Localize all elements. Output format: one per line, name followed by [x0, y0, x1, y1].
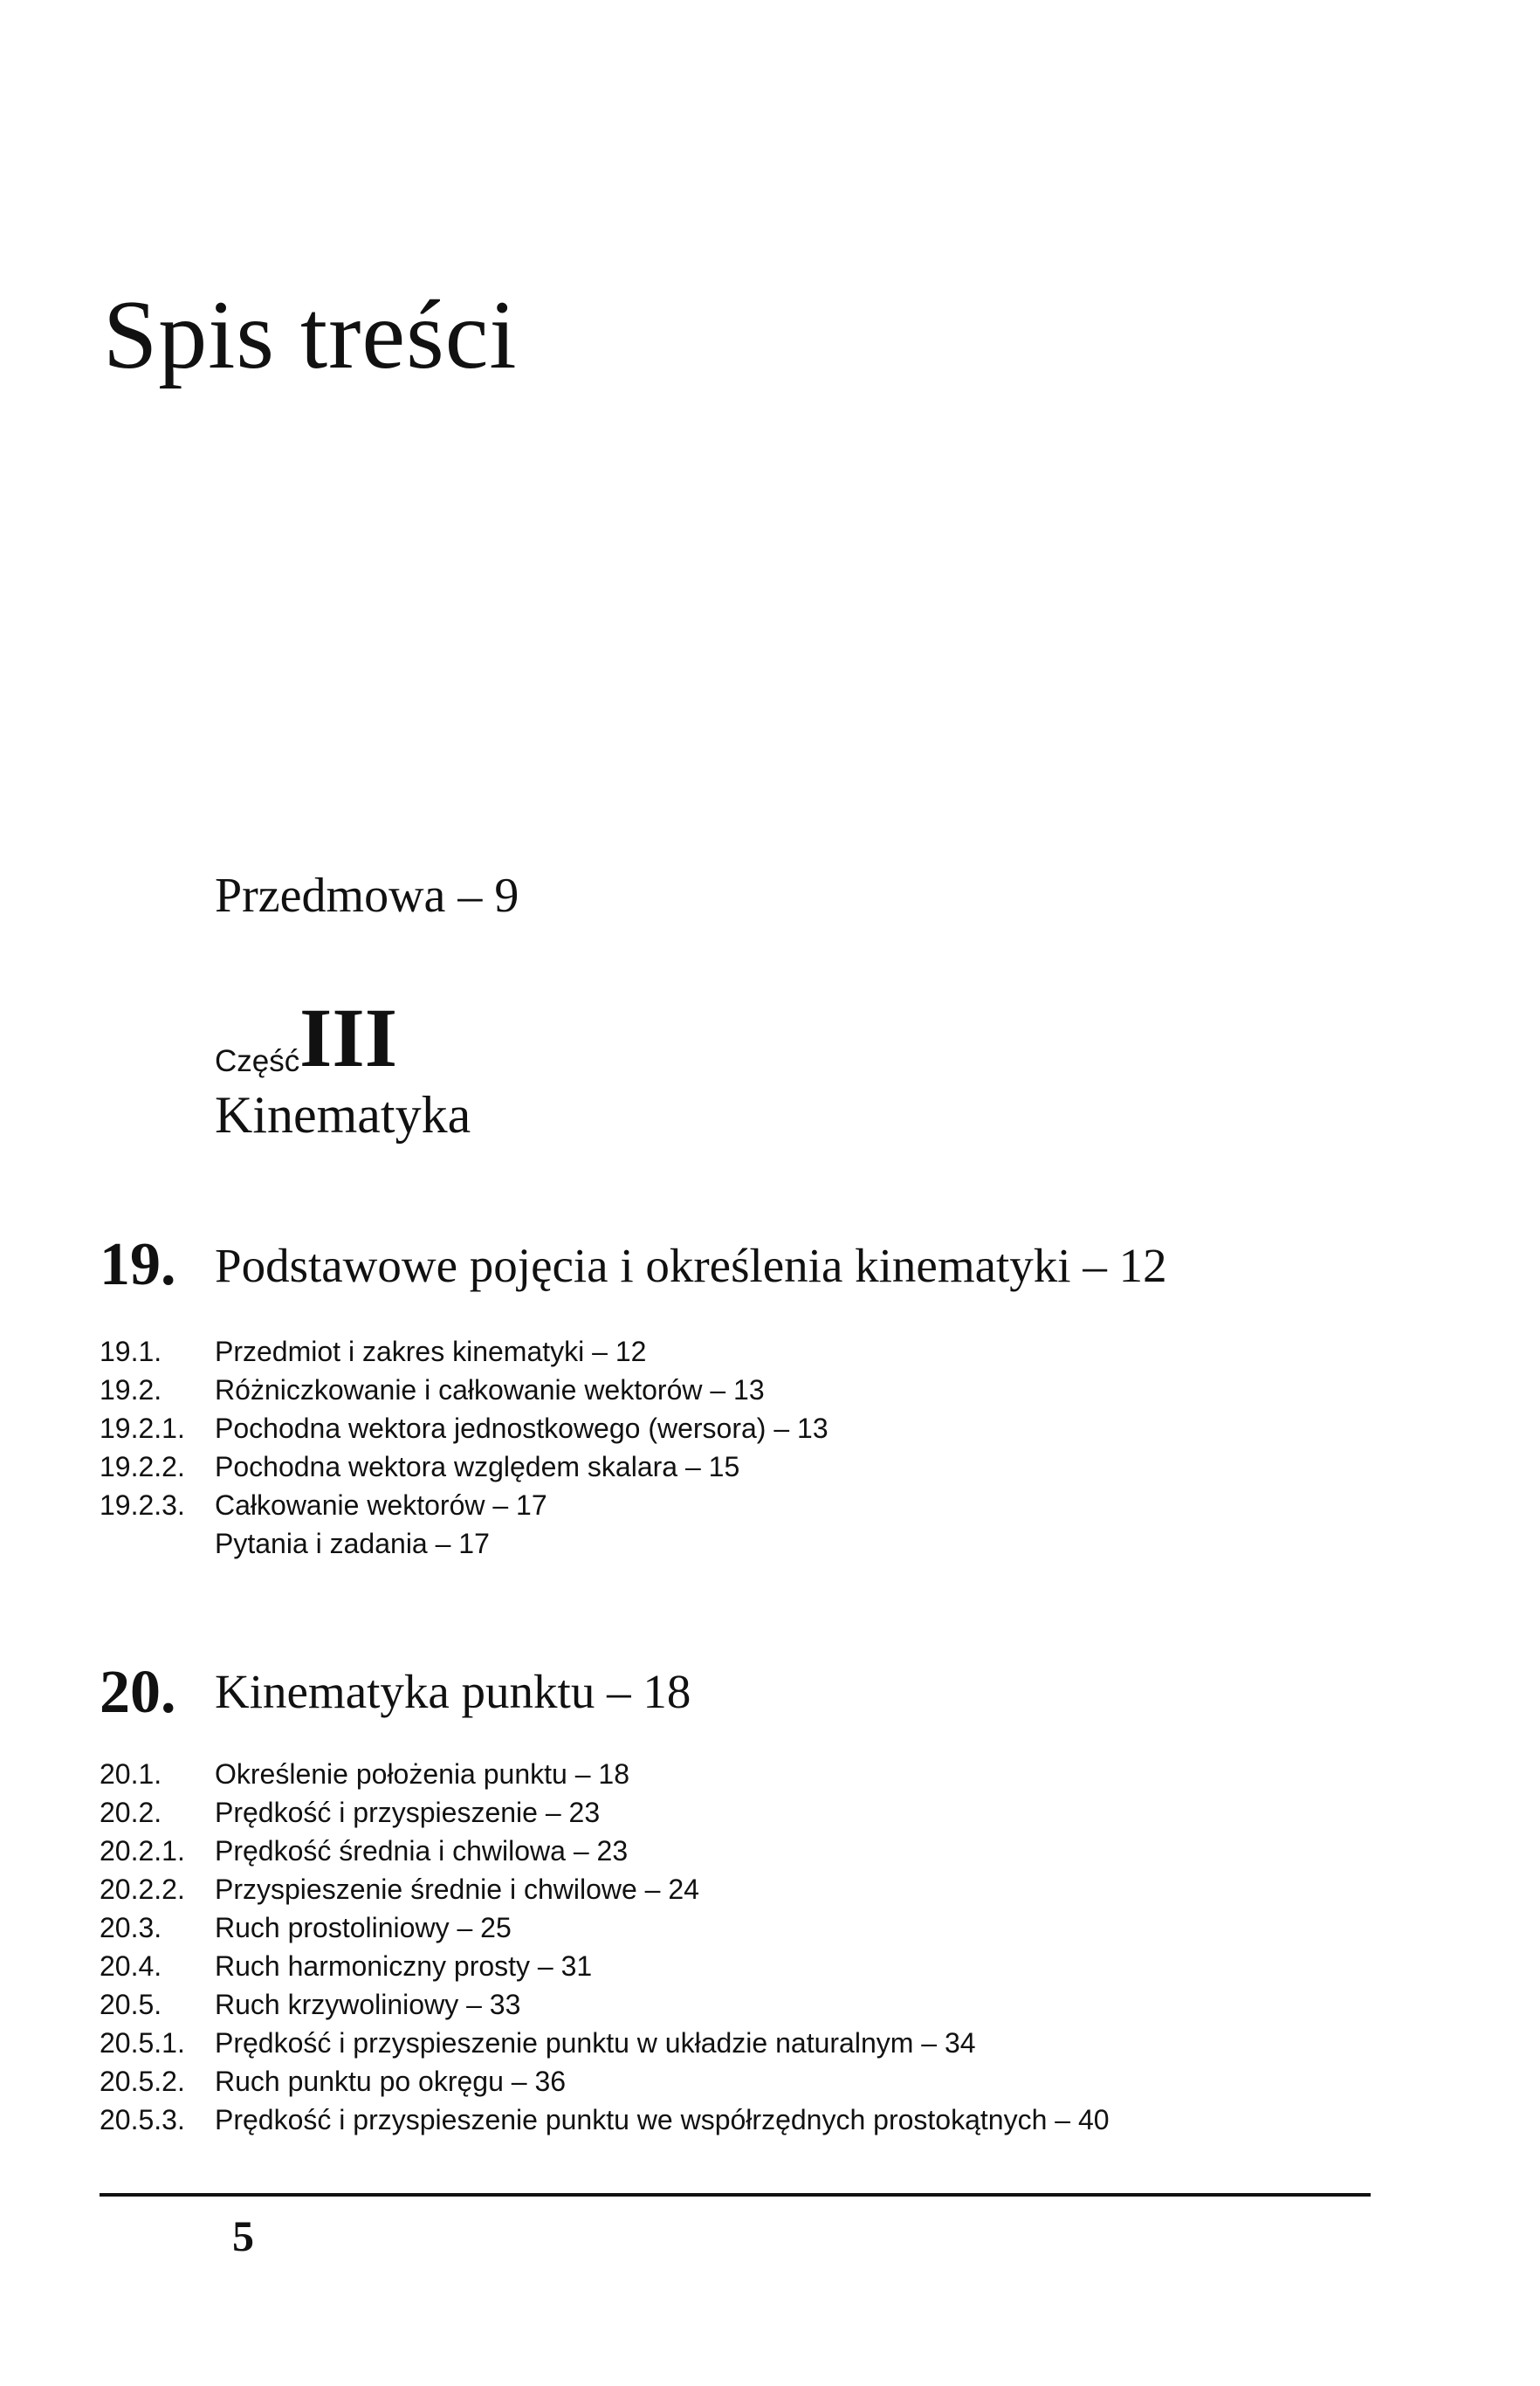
toc-entry-number: 20.1.	[100, 1758, 162, 1790]
toc-entry-text: Prędkość i przyspieszenie punktu we współrzędnych prostokątnych – 40	[215, 2104, 1110, 2135]
toc-entry-text: Ruch punktu po okręgu – 36	[215, 2066, 567, 2097]
chapter-title: Podstawowe pojęcia i określenia kinematyki – 12	[215, 1239, 1167, 1292]
toc-entry-text: Prędkość średnia i chwilowa – 23	[215, 1835, 629, 1867]
toc-entry	[100, 1524, 828, 1563]
page-number: 5	[232, 2211, 254, 2260]
chapter-20-entries	[100, 1755, 1110, 2139]
toc-entry-number: 20.5.	[100, 1989, 162, 2020]
toc-entry	[100, 1947, 1110, 1985]
part-label: Część	[215, 1044, 300, 1078]
toc-entry	[100, 1793, 1110, 1832]
toc-entry-text: Prędkość i przyspieszenie punktu w układzie naturalnym – 34	[215, 2027, 976, 2059]
toc-entry-text: Przedmiot i zakres kinematyki – 12	[215, 1336, 647, 1367]
toc-entry-text: Ruch harmoniczny prosty – 31	[215, 1950, 593, 1982]
chapter-number: 20.	[100, 1659, 176, 1726]
toc-entry-number: 20.5.2.	[100, 2066, 185, 2097]
toc-entry-number: 19.1.	[100, 1336, 162, 1367]
toc-entry	[100, 2101, 1110, 2139]
toc-entry-text: Różniczkowanie i całkowanie wektorów – 13	[215, 1374, 765, 1406]
toc-entry-number: 19.2.3.	[100, 1489, 185, 1521]
toc-entry	[100, 1409, 828, 1447]
toc-entry-number: 19.2.1.	[100, 1413, 185, 1444]
toc-entry	[100, 1985, 1110, 2024]
toc-entry-text: Przyspieszenie średnie i chwilowe – 24	[215, 1874, 699, 1905]
toc-entry	[100, 1755, 1110, 1793]
toc-entry	[100, 1832, 1110, 1870]
toc-entry-number: 20.2.1.	[100, 1835, 185, 1867]
toc-entry-number: 19.2.	[100, 1374, 162, 1406]
toc-entry-number: 20.4.	[100, 1950, 162, 1982]
toc-entry	[100, 1447, 828, 1486]
chapter-19-entries	[100, 1332, 828, 1563]
part-number: III	[299, 991, 398, 1084]
part-title: Kinematyka	[215, 1086, 471, 1144]
toc-preface-entry: Przedmowa – 9	[215, 869, 519, 923]
toc-entry-text: Ruch krzywoliniowy – 33	[215, 1989, 521, 2020]
toc-entry	[100, 1870, 1110, 1908]
toc-entry-text: Prędkość i przyspieszenie – 23	[215, 1797, 601, 1828]
toc-entry	[100, 1908, 1110, 1947]
toc-entry-number: 19.2.2.	[100, 1451, 185, 1482]
toc-entry-text: Pytania i zadania – 17	[215, 1528, 490, 1559]
chapter-number: 19.	[100, 1231, 176, 1298]
page-title: Spis treści	[103, 281, 518, 389]
toc-entry	[100, 2024, 1110, 2062]
toc-entry-number: 20.2.2.	[100, 1874, 185, 1905]
toc-entry	[100, 1371, 828, 1409]
toc-entry-number: 20.5.1.	[100, 2027, 185, 2059]
toc-entry-number: 20.5.3.	[100, 2104, 185, 2135]
toc-entry-text: Pochodna wektora względem skalara – 15	[215, 1451, 740, 1482]
toc-entry-number: 20.3.	[100, 1912, 162, 1943]
toc-entry-number: 20.2.	[100, 1797, 162, 1828]
toc-entry	[100, 2062, 1110, 2101]
toc-entry-text: Całkowanie wektorów – 17	[215, 1489, 547, 1521]
toc-entry-text: Ruch prostoliniowy – 25	[215, 1912, 512, 1943]
toc-entry	[100, 1486, 828, 1524]
toc-entry	[100, 1332, 828, 1371]
toc-entry-text: Określenie położenia punktu – 18	[215, 1758, 629, 1790]
footer-rule	[100, 2193, 1371, 2197]
toc-entry-text: Pochodna wektora jednostkowego (wersora) – 13	[215, 1413, 828, 1444]
chapter-title: Kinematyka punktu – 18	[215, 1665, 691, 1718]
